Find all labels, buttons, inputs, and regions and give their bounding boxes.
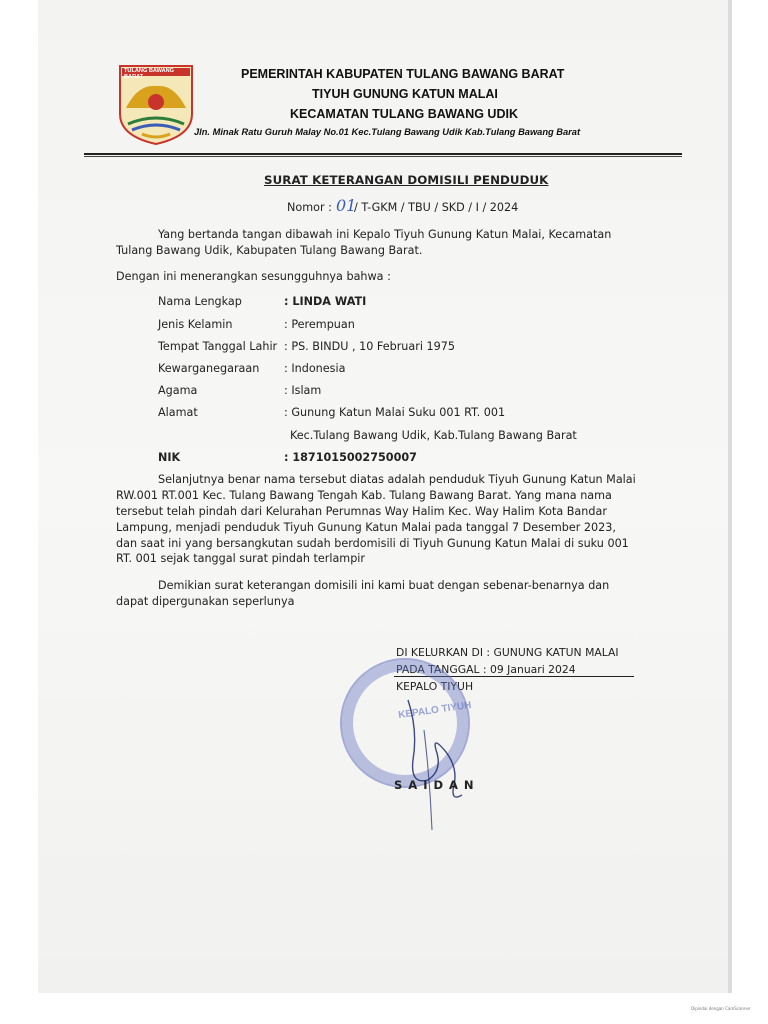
header-district: KECAMATAN TULANG BAWANG UDIK — [290, 107, 518, 121]
field-label-citizenship: Kewarganegaraan — [158, 362, 260, 375]
nomor-handwritten: 01 — [336, 196, 357, 215]
field-label-nik: NIK — [158, 451, 181, 464]
page-edge — [728, 0, 732, 993]
body-line: Lampung, menjadi penduduk Tiyuh Gunung Katun Malai pada tanggal 7 Desember 2023, — [116, 521, 616, 534]
regency-logo — [118, 64, 194, 146]
logo-text: TULANG BAWANG BARAT — [124, 68, 175, 80]
body-line: dan saat ini yang bersangkutan sudah berdomisili di Tiyuh Gunung Katun Malai di suku 001 — [116, 537, 629, 550]
field-value-address: : Gunung Katun Malai Suku 001 RT. 001 — [284, 406, 506, 419]
header-address: Jln. Minak Ratu Guruh Malay No.01 Kec.Tulang Bawang Udik Kab.Tulang Bawang Barat — [194, 127, 581, 137]
scanner-watermark: Dipindai dengan CamScanner — [691, 1006, 751, 1011]
document-page — [38, 0, 730, 993]
header-village: TIYUH GUNUNG KATUN MALAI — [312, 87, 498, 101]
field-value-gender: : Perempuan — [284, 318, 355, 331]
signatory-position: KEPALO TIYUH — [396, 680, 474, 693]
field-value-address-line2: Kec.Tulang Bawang Udik, Kab.Tulang Bawang Barat — [290, 429, 577, 442]
stamp-text: KEPALO TIYUH — [397, 699, 473, 722]
field-label-address: Alamat — [158, 406, 198, 419]
intro-line: Tulang Bawang Udik, Kabupaten Tulang Bawang Barat. — [116, 244, 423, 257]
field-label-gender: Jenis Kelamin — [158, 318, 233, 331]
header-divider-thin — [84, 156, 682, 157]
document-title: SURAT KETERANGAN DOMISILI PENDUDUK — [264, 173, 549, 187]
issued-date: PADA TANGGAL : 09 Januari 2024 — [396, 663, 576, 676]
signature-scribble-icon — [388, 690, 488, 840]
signatory-name: S A I D A N — [394, 778, 475, 792]
issued-place: DI KELURKAN DI : GUNUNG KATUN MALAI — [396, 646, 619, 659]
body-line: tersebut telah pindah dari Kelurahan Perumnas Way Halim Kec. Way Halim Kota Bandar — [116, 505, 607, 518]
field-label-religion: Agama — [158, 384, 198, 397]
declaration-text: Dengan ini menerangkan sesungguhnya bahwa : — [116, 270, 391, 283]
field-value-religion: : Islam — [284, 384, 322, 397]
header-government: PEMERINTAH KABUPATEN TULANG BAWANG BARAT — [241, 67, 565, 81]
body-line: RT. 001 sejak tanggal surat pindah terlampir — [116, 552, 366, 565]
nomor-label: Nomor : — [287, 201, 332, 214]
intro-line: Yang bertanda tangan dibawah ini Kepalo Tiyuh Gunung Katun Malai, Kecamatan — [158, 228, 612, 241]
field-value-citizenship: : Indonesia — [284, 362, 346, 375]
body-line: Selanjutnya benar nama tersebut diatas adalah penduduk Tiyuh Gunung Katun Malai — [158, 473, 636, 486]
body-line: RW.001 RT.001 Kec. Tulang Bawang Tengah Kab. Tulang Bawang Barat. Yang mana nama — [116, 489, 612, 502]
field-label-name: Nama Lengkap — [158, 295, 242, 308]
field-label-birth: Tempat Tanggal Lahir — [158, 340, 278, 353]
nomor-number: / T-GKM / TBU / SKD / I / 2024 — [354, 201, 519, 214]
closing-line: dapat dipergunakan seperlunya — [116, 595, 295, 608]
field-value-nik: : 1871015002750007 — [284, 451, 417, 464]
closing-line: Demikian surat keterangan domisili ini kami buat dengan sebenar-benarnya dan — [158, 579, 610, 592]
field-value-birth: : PS. BINDU , 10 Februari 1975 — [284, 340, 455, 353]
field-value-name: : LINDA WATI — [284, 295, 367, 308]
header-divider — [84, 153, 682, 155]
